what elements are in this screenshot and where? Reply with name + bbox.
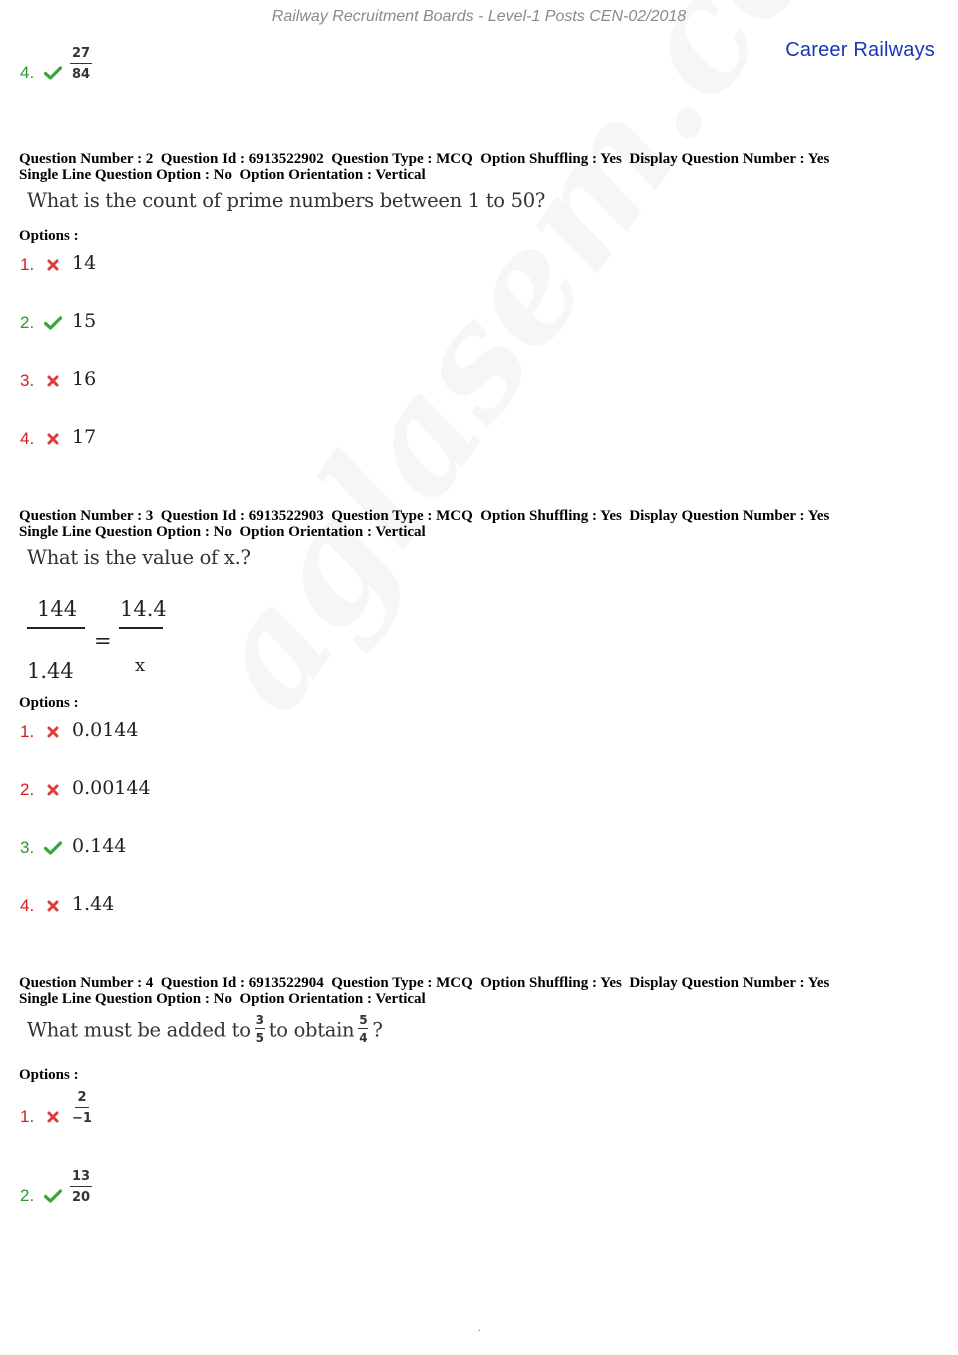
option-number: 4.	[20, 896, 35, 915]
cross-icon	[42, 1108, 64, 1126]
question-4-options-label: Options :	[19, 1067, 79, 1083]
option-value: 0.00144	[72, 777, 151, 799]
question-2-meta: Question Number : 2 Question Id : 6913522902 Question Type : MCQ Option Shuffling : Yes Display Question Number : Yes Single Line Question Option : No Option Orientation : Vertical	[19, 151, 830, 183]
page-header-title: Railway Recruitment Boards - Level-1 Posts CEN-02/2018	[271, 8, 687, 25]
option-number: 2.	[20, 1186, 35, 1205]
option-fraction: $\frac{27}{84}$	[72, 46, 91, 82]
cross-icon	[42, 897, 64, 915]
option-value: 17	[72, 426, 97, 448]
footer-mark: .	[478, 1323, 481, 1334]
option-value: 14	[72, 252, 97, 274]
equation-left-denominator: 1.44	[27, 659, 74, 683]
option-number: 2.	[20, 313, 35, 332]
cross-icon	[42, 256, 64, 274]
question-4-text: What must be added to $\frac{3}{5}$ to obtain $\frac{5}{4}$ ?	[27, 1013, 383, 1045]
question-2-text: What is the count of prime numbers between 1 to 50?	[27, 189, 545, 212]
option-number: 3.	[20, 371, 35, 390]
cross-icon	[42, 372, 64, 390]
prev-option-4	[20, 46, 92, 82]
inline-fraction-2: $\frac{5}{4}$	[359, 1013, 368, 1045]
check-icon	[42, 314, 64, 332]
cross-icon	[42, 430, 64, 448]
option-number: 1.	[20, 722, 35, 741]
cross-icon	[42, 723, 64, 741]
option-value: 16	[72, 368, 97, 390]
equation-right-denominator: x	[135, 655, 146, 676]
question-4-meta: Question Number : 4 Question Id : 6913522904 Question Type : MCQ Option Shuffling : Yes Display Question Number : Yes Single Line Question Option : No Option Orientation : Vertical	[19, 975, 830, 1007]
option-number: 4.	[20, 63, 35, 82]
check-icon	[42, 1187, 64, 1205]
question-2-option-3	[20, 368, 96, 390]
check-icon	[42, 64, 64, 82]
question-4-option-2	[20, 1169, 92, 1205]
option-value: 0.144	[72, 835, 127, 857]
question-3-option-2	[20, 777, 151, 799]
option-number: 1.	[20, 255, 35, 274]
option-number: 2.	[20, 780, 35, 799]
watermark	[170, 0, 943, 741]
question-2-options-label: Options :	[19, 228, 79, 244]
option-number: 4.	[20, 429, 35, 448]
equation-equals: =	[94, 629, 112, 653]
question-3-text: What is the value of x.?	[27, 546, 251, 569]
inline-fraction-1: $\frac{3}{5}$	[255, 1013, 264, 1045]
option-fraction: $\frac{13}{20}$	[72, 1169, 91, 1205]
question-3-options-label: Options :	[19, 695, 79, 711]
option-value: 0.0144	[72, 719, 139, 741]
option-number: 1.	[20, 1107, 35, 1126]
equation-left-numerator: 144	[37, 597, 78, 621]
equation-right-numerator: 14.4	[120, 597, 167, 621]
question-4-option-1	[20, 1090, 94, 1126]
equation-left-bar	[27, 627, 85, 629]
question-3-option-4	[20, 893, 114, 915]
option-value: 1.44	[72, 893, 115, 915]
question-2-option-2	[20, 310, 96, 332]
question-3-meta: Question Number : 3 Question Id : 6913522903 Question Type : MCQ Option Shuffling : Yes Display Question Number : Yes Single Line Question Option : No Option Orientation : Vertical	[19, 508, 830, 540]
question-2-option-1	[20, 252, 96, 274]
brand-label: Career Railways	[785, 39, 935, 61]
option-fraction: $\frac{2}{-1}$	[72, 1090, 92, 1126]
option-number: 3.	[20, 838, 35, 857]
question-3-option-3	[20, 835, 126, 857]
question-2-option-4	[20, 426, 96, 448]
question-3-option-1	[20, 719, 138, 741]
option-value: 15	[72, 310, 97, 332]
cross-icon	[42, 781, 64, 799]
check-icon	[42, 839, 64, 857]
equation-right-bar	[119, 627, 163, 629]
